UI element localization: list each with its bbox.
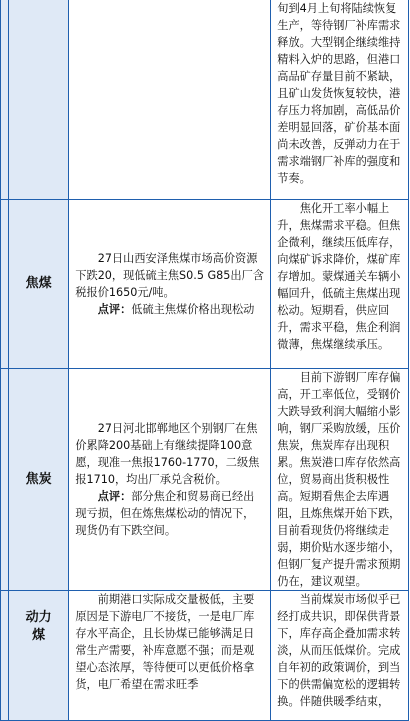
category-label: 焦煤 bbox=[25, 276, 52, 291]
table-row bbox=[1, 200, 409, 369]
outlook-cell bbox=[271, 369, 409, 591]
comment-body: 低硫主焦煤价格出现松动 bbox=[131, 303, 255, 316]
comment-body: 部分焦企和贸易商已经出现亏损，但在炼焦煤松动的情况下，现货仍有下跌空间。 bbox=[75, 490, 255, 537]
row-marker-cell bbox=[1, 0, 9, 200]
row-marker-cell bbox=[1, 200, 9, 369]
category-label: 焦炭 bbox=[25, 471, 52, 487]
outlook-text: 焦化开工率小幅上升，焦煤需求平稳。但焦企微利，继续压低库存，向煤矿诉求降价，煤矿库存增加。蒙煤通关车辆小幅回升，低硫主焦煤出现松动。短期看，供应回升，需求平稳，焦企利润微薄，焦煤继续承压。 bbox=[277, 202, 401, 351]
category-cell bbox=[9, 200, 69, 369]
outlook-text: 目前下游钢厂库存偏高，开工率低位，受钢价大跌导致利润大幅缩小影响，钢厂采购放缓，压价焦炭，焦炭库存出现积累。焦炭港口库存依然高位，贸易商出货积极性高。短期看焦企去库遇阻，且炼焦煤开始下跌，目前看现货仍将继续走弱，期价贴水逐步缩小，但钢厂复产提升需求预期仍在，建议观望。 bbox=[277, 371, 401, 588]
outlook-cell bbox=[271, 591, 409, 721]
analysis-cell bbox=[69, 0, 271, 200]
analysis-text: 前期港口实际成交量极低，主要原因是下游电厂不接货，一是电厂库存水平高企，且长协煤已能够满足日常生产需要，补库意愿不强；而是观望心态浓厚，等待便可以更低价格拿货，电厂希望在需求旺季 bbox=[75, 593, 255, 691]
outlook-text: 当前煤炭市场似乎已经打成共识，即保供背景下，库存高企叠加需求转淡，从而压低煤价。完成自年初的政策调价，到当下的供需偏宽松的逻辑转换。伴随供暖季结束， bbox=[277, 593, 401, 708]
outlook-cell bbox=[271, 0, 409, 200]
comment-text bbox=[69, 301, 270, 318]
category-cell bbox=[9, 591, 69, 721]
row-marker-cell bbox=[1, 591, 9, 721]
analysis-cell bbox=[69, 591, 271, 721]
table-row bbox=[1, 369, 409, 591]
outlook-text: 旬到4月上旬将陆续恢复生产，等待钢厂补库需求释放。大型钢企继续维持精料入炉的思路，但港口高品矿存量目前不紧缺，且矿山发货恢复较快，港存压力将加剧，高低品价差明显回落，矿价基本面尚未改善，反弹动力在于需求端钢厂补库的强度和节奏。 bbox=[277, 2, 401, 185]
category-cell bbox=[9, 369, 69, 591]
row-marker-cell bbox=[1, 369, 9, 591]
comment-key: 点评： bbox=[97, 303, 132, 316]
table-row bbox=[1, 0, 409, 200]
category-label: 动力 煤 bbox=[25, 610, 52, 643]
outlook-cell bbox=[271, 200, 409, 369]
category-cell bbox=[9, 0, 69, 200]
comment-text bbox=[69, 488, 270, 539]
analysis-text: 27日河北邯郸地区个别钢厂在焦价累降200基础上有继续提降100意愿，现准一焦报1760-1770，二级焦报1710，均出厂承兑含税价。 bbox=[75, 422, 260, 486]
table-row bbox=[1, 591, 409, 721]
analysis-cell bbox=[69, 369, 271, 591]
analysis-text: 27日山西安泽焦煤市场高价资源下跌20，现低硫主焦S0.5 G85出厂含税报价1650元/吨。 bbox=[75, 252, 264, 299]
comment-key: 点评： bbox=[97, 490, 132, 503]
analysis-cell bbox=[69, 200, 271, 369]
